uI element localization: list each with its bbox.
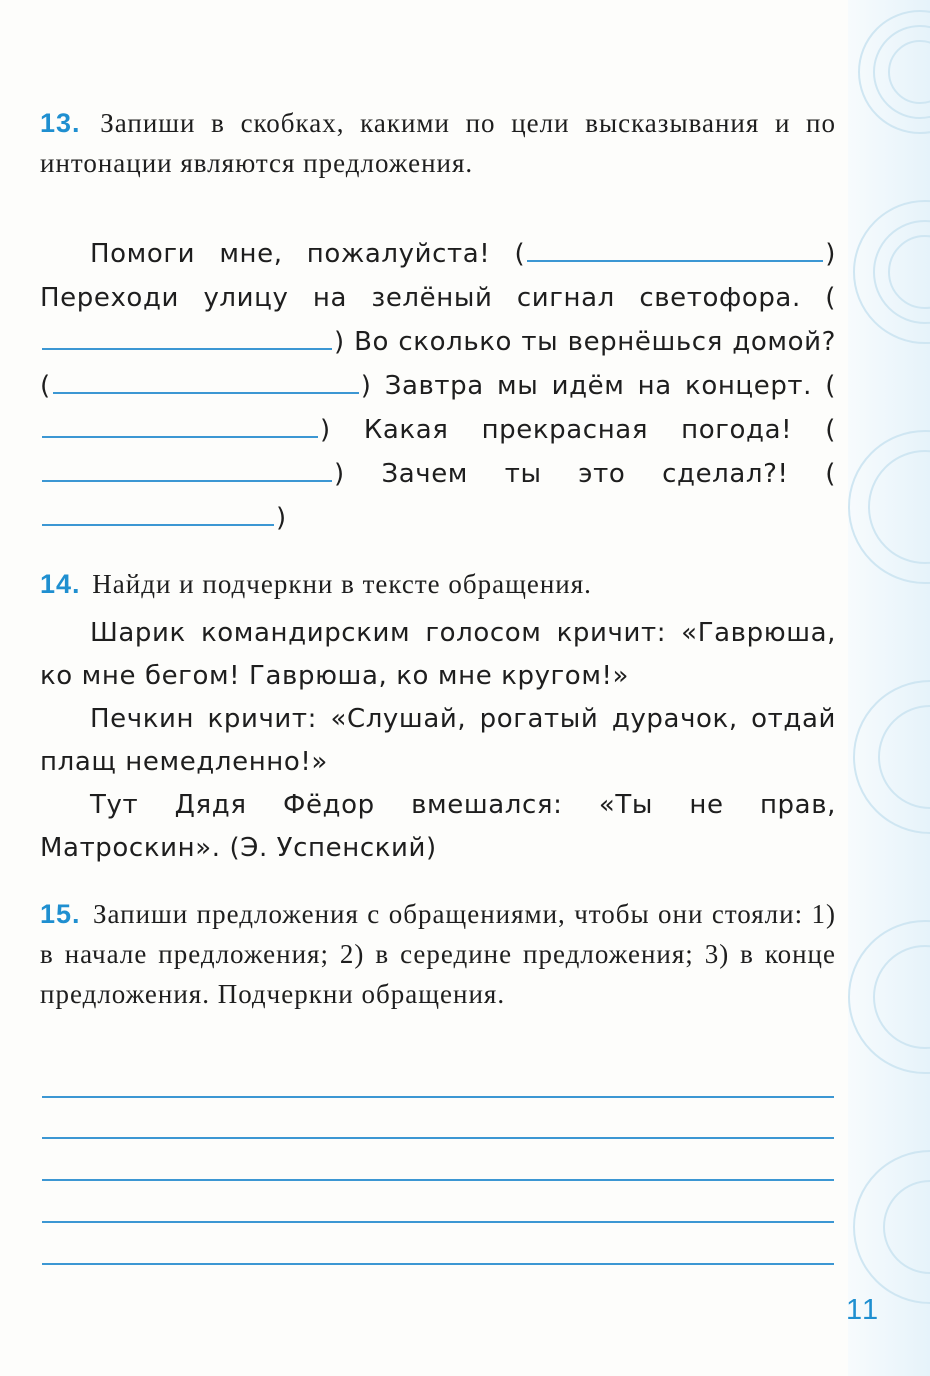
task-15-instruction bbox=[40, 894, 836, 1014]
task-15-text: Запиши предложения с обращениями, чтобы они стояли: 1) в начале предложения; 2) в середине предложения; 3) в конце предложения. Подчеркни обращения. bbox=[40, 899, 837, 1009]
sentence-part: ) bbox=[276, 503, 287, 533]
task-13-instruction bbox=[40, 103, 836, 183]
task-14-text: Найди и подчеркни в тексте обращения. bbox=[92, 569, 592, 599]
task-13-number: 13. bbox=[40, 108, 81, 138]
task-14-number: 14. bbox=[40, 569, 81, 599]
answer-blank[interactable] bbox=[527, 232, 823, 262]
answer-line[interactable] bbox=[42, 1096, 834, 1098]
task-13-sentences bbox=[40, 232, 836, 540]
decorative-margin bbox=[848, 0, 930, 1376]
passage-paragraph[interactable]: Шарик командирским голосом кричит: «Гаврюша, ко мне бегом! Гаврюша, ко мне кругом!» bbox=[40, 618, 836, 691]
answer-blank[interactable] bbox=[42, 496, 274, 526]
task-13-text: Запиши в скобках, какими по цели высказывания и по интонации являются предложения. bbox=[40, 108, 836, 178]
answer-blank[interactable] bbox=[42, 452, 332, 482]
sentence-part: ) Во сколько ты вернёшься домой? ( bbox=[40, 327, 836, 401]
answer-line[interactable] bbox=[42, 1179, 834, 1181]
sentence-part: ) Зачем ты это сделал?! ( bbox=[334, 459, 836, 489]
answer-blank[interactable] bbox=[42, 408, 318, 438]
task-14-text-passage bbox=[40, 612, 836, 870]
task-14-instruction bbox=[40, 564, 836, 604]
answer-blank[interactable] bbox=[42, 320, 332, 350]
sentence-part: ) Переходи улицу на зелёный сигнал светофора. ( bbox=[40, 239, 836, 313]
sentence-part: ) Какая прекрасная погода! ( bbox=[320, 415, 836, 445]
passage-paragraph[interactable]: Печкин кричит: «Слушай, рогатый дурачок, отдай плащ немедленно!» bbox=[40, 704, 836, 777]
passage-paragraph[interactable]: Тут Дядя Фёдор вмешался: «Ты не прав, Матроскин». (Э. Успенский) bbox=[40, 790, 836, 863]
page-number: 11 bbox=[846, 1294, 881, 1326]
answer-blank[interactable] bbox=[53, 364, 359, 394]
answer-line[interactable] bbox=[42, 1137, 834, 1139]
answer-line[interactable] bbox=[42, 1263, 834, 1265]
sentence-part: ) Завтра мы идём на концерт. ( bbox=[360, 371, 836, 401]
sentence-part: Помоги мне, пожалуйста! ( bbox=[90, 239, 526, 269]
answer-line[interactable] bbox=[42, 1221, 834, 1223]
task-15-number: 15. bbox=[40, 899, 81, 929]
